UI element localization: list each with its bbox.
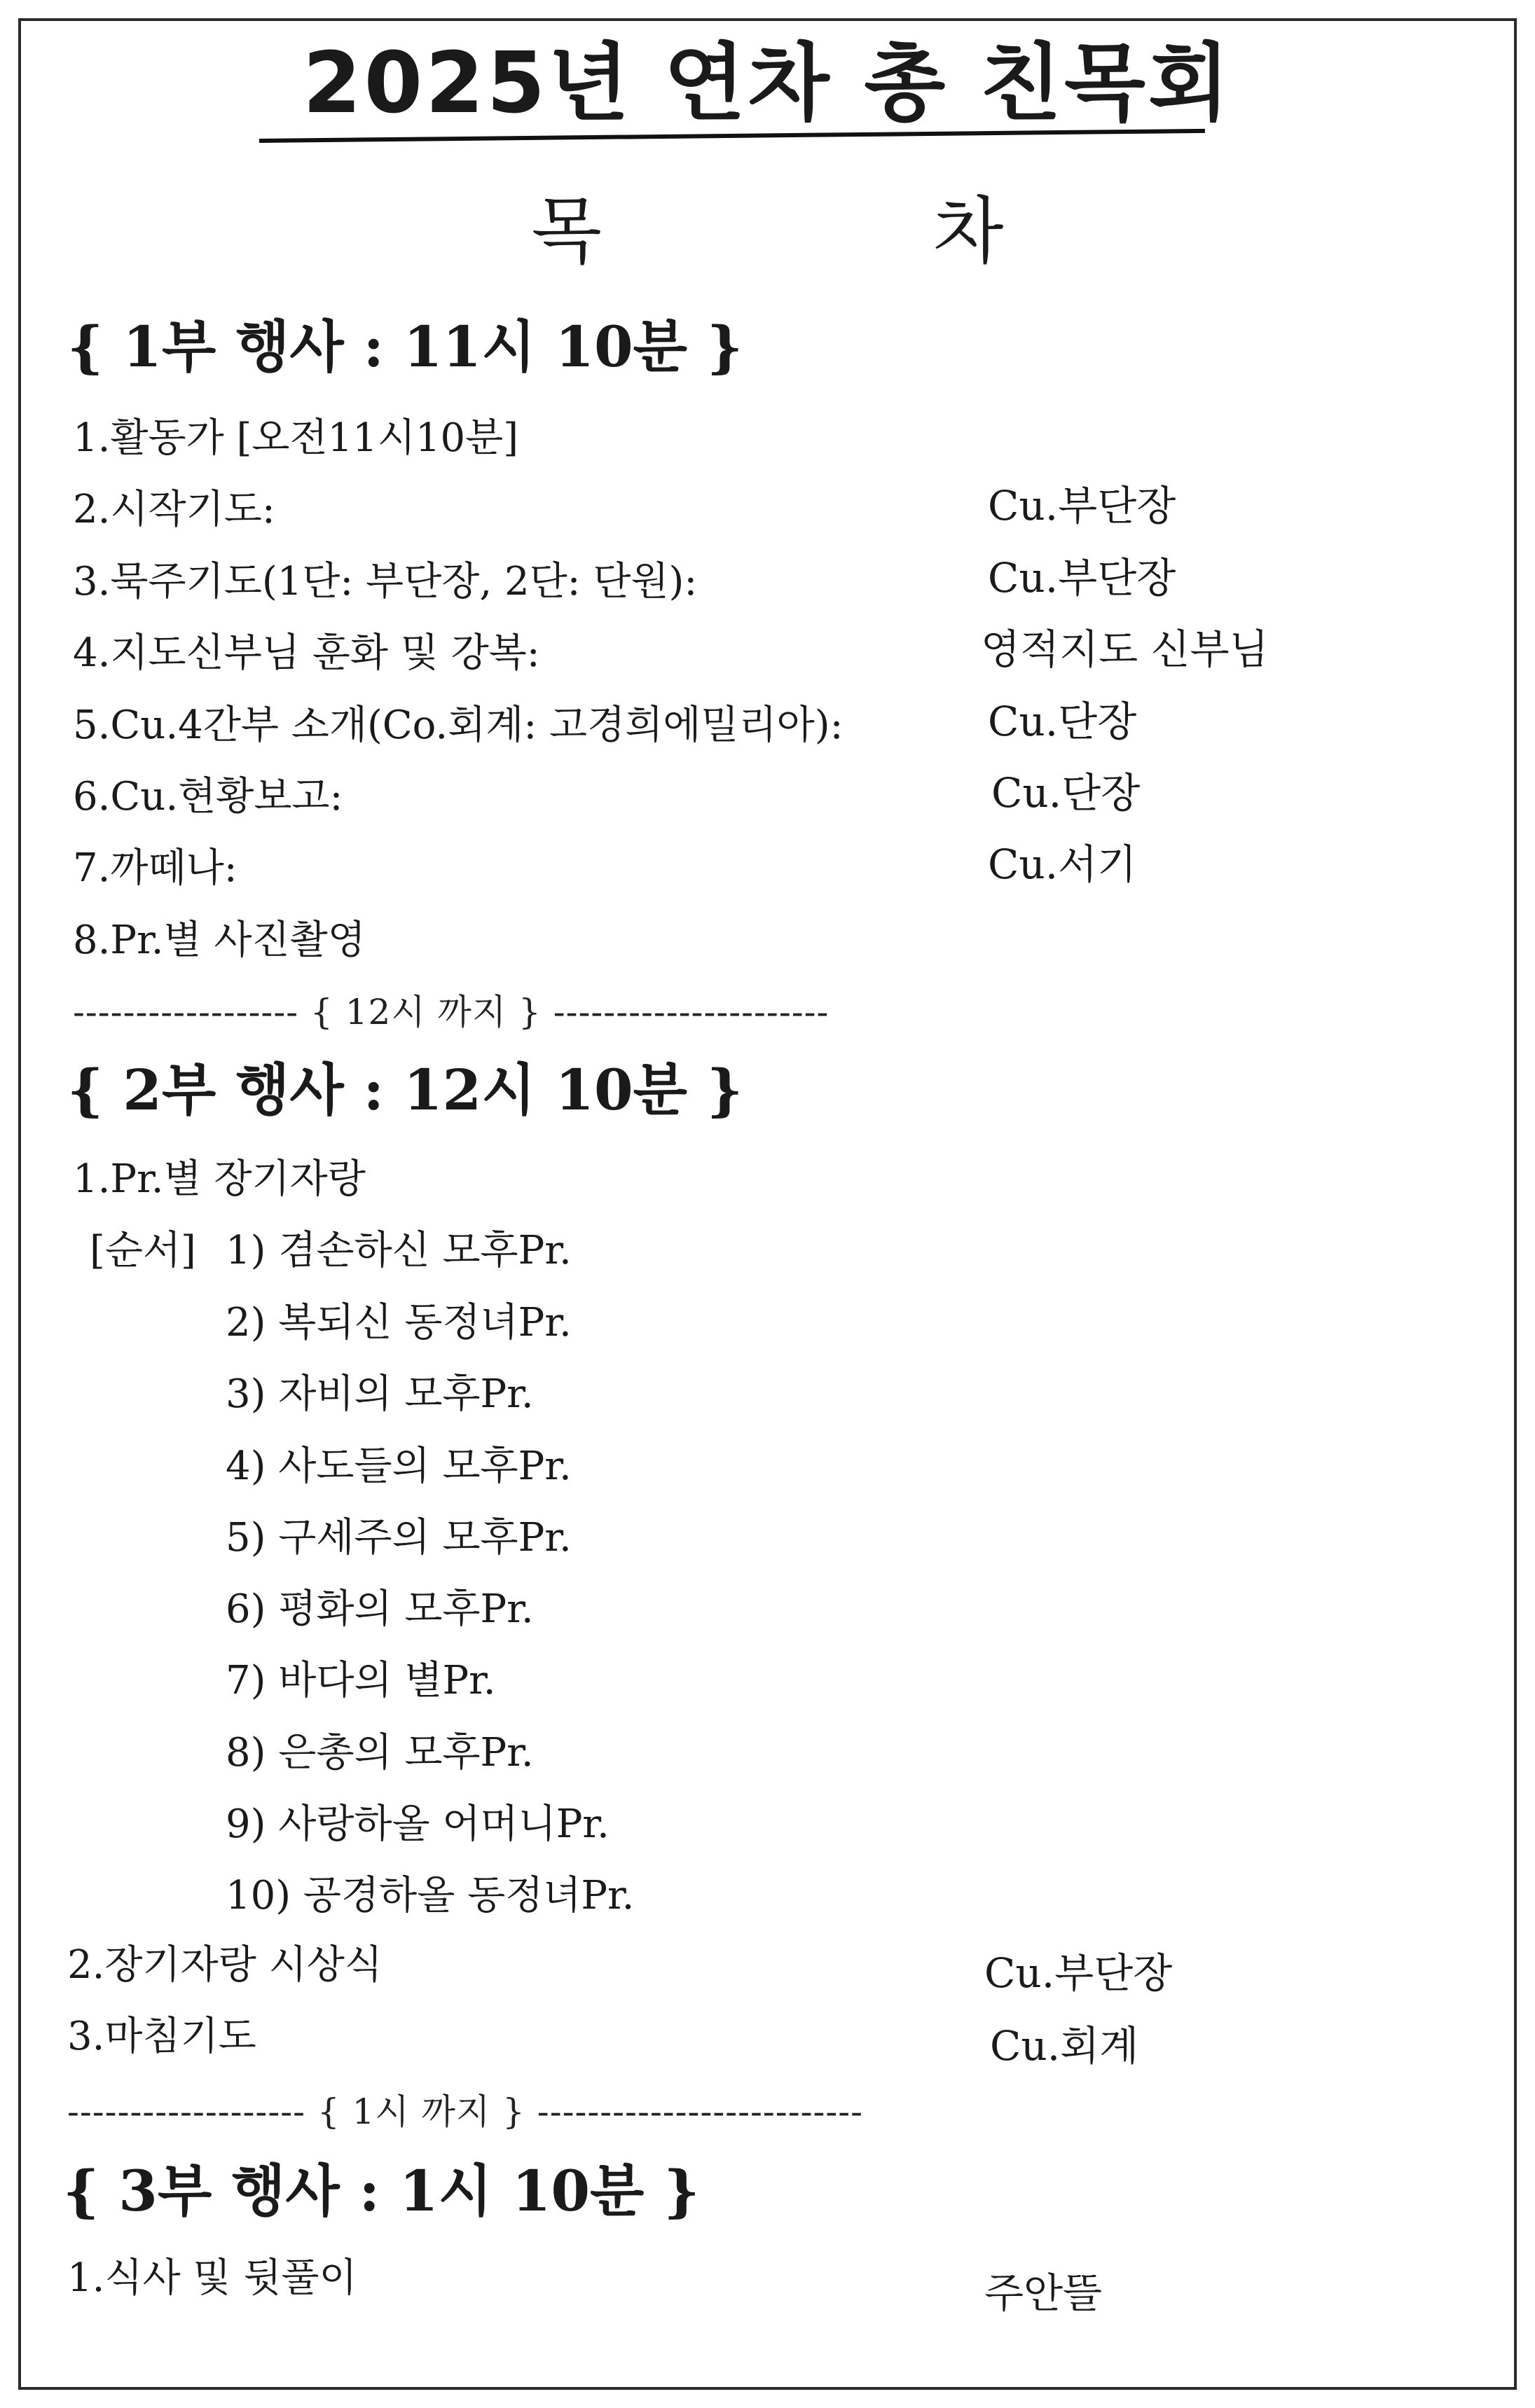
part1-item-3-person: Cu.부단장 [988,554,1176,602]
part2-item-1: 1.Pr.별 장기자랑 [73,1156,366,1202]
part2-order-item-10: 10) 공경하올 동정녀Pr. [226,1873,635,1918]
part1-item-6: 6.Cu.현황보고: [73,774,343,819]
part2-heading: { 2부 행사 : 12시 10분 } [67,1057,743,1123]
part2-item-2-person: Cu.부단장 [984,1949,1173,1997]
part3-item-1-person: 주안뜰 [984,2269,1103,2317]
part2-divider: ------------------- { 1시 까지 } -------------------------- [67,2091,864,2132]
part1-item-4-person: 영적지도 신부님 [981,625,1269,673]
part1-item-5-person: Cu.단장 [988,698,1137,745]
page-title: 2025년 연차 총 친목회 [303,35,1232,132]
part2-order-item-9: 9) 사랑하올 어머니Pr. [226,1801,610,1847]
part2-item-3: 3.마침기도 [67,2014,256,2059]
page-subtitle: 목 차 [531,188,1158,274]
part2-item-2: 2.장기자랑 시상식 [67,1942,383,1988]
part2-order-item-7: 7) 바다의 별Pr. [226,1658,496,1703]
part3-heading: { 3부 행사 : 1시 10분 } [63,2158,700,2224]
part1-item-5: 5.Cu.4간부 소개(Co.회계: 고경희에밀리아): [73,703,844,748]
part1-heading: { 1부 행사 : 11시 10분 } [67,314,743,380]
part1-item-4: 4.지도신부님 훈화 및 강복: [73,630,540,676]
part2-order-item-3: 3) 자비의 모후Pr. [226,1371,534,1417]
part1-item-6-person: Cu.단장 [991,769,1141,817]
part2-item-3-person: Cu.회계 [990,2022,1139,2070]
part1-item-7-person: Cu.서기 [988,840,1137,888]
part2-order-label: [순서] [90,1228,196,1273]
part1-item-2: 2.시작기도: [73,487,275,532]
part1-item-8: 8.Pr.별 사진촬영 [73,918,366,963]
part2-order-item-8: 8) 은총의 모후Pr. [226,1730,534,1776]
part1-item-3: 3.묵주기도(1단: 부단장, 2단: 단원): [73,559,698,604]
part1-divider: ------------------ { 12시 까지 } ---------------------- [73,992,830,1032]
part2-order-item-1: 1) 겸손하신 모후Pr. [226,1228,572,1273]
part1-item-1: 1.활동가 [오전11시10분] [73,415,519,461]
part3-item-1: 1.식사 및 뒷풀이 [67,2255,357,2301]
part2-order-item-4: 4) 사도들의 모후Pr. [226,1444,572,1489]
part2-order-item-6: 6) 평화의 모후Pr. [226,1586,534,1632]
part2-order-item-5: 5) 구세주의 모후Pr. [226,1515,572,1561]
part2-order-item-2: 2) 복되신 동정녀Pr. [226,1300,572,1345]
part1-item-7: 7.까떼나: [73,845,238,891]
part1-item-2-person: Cu.부단장 [988,482,1176,530]
